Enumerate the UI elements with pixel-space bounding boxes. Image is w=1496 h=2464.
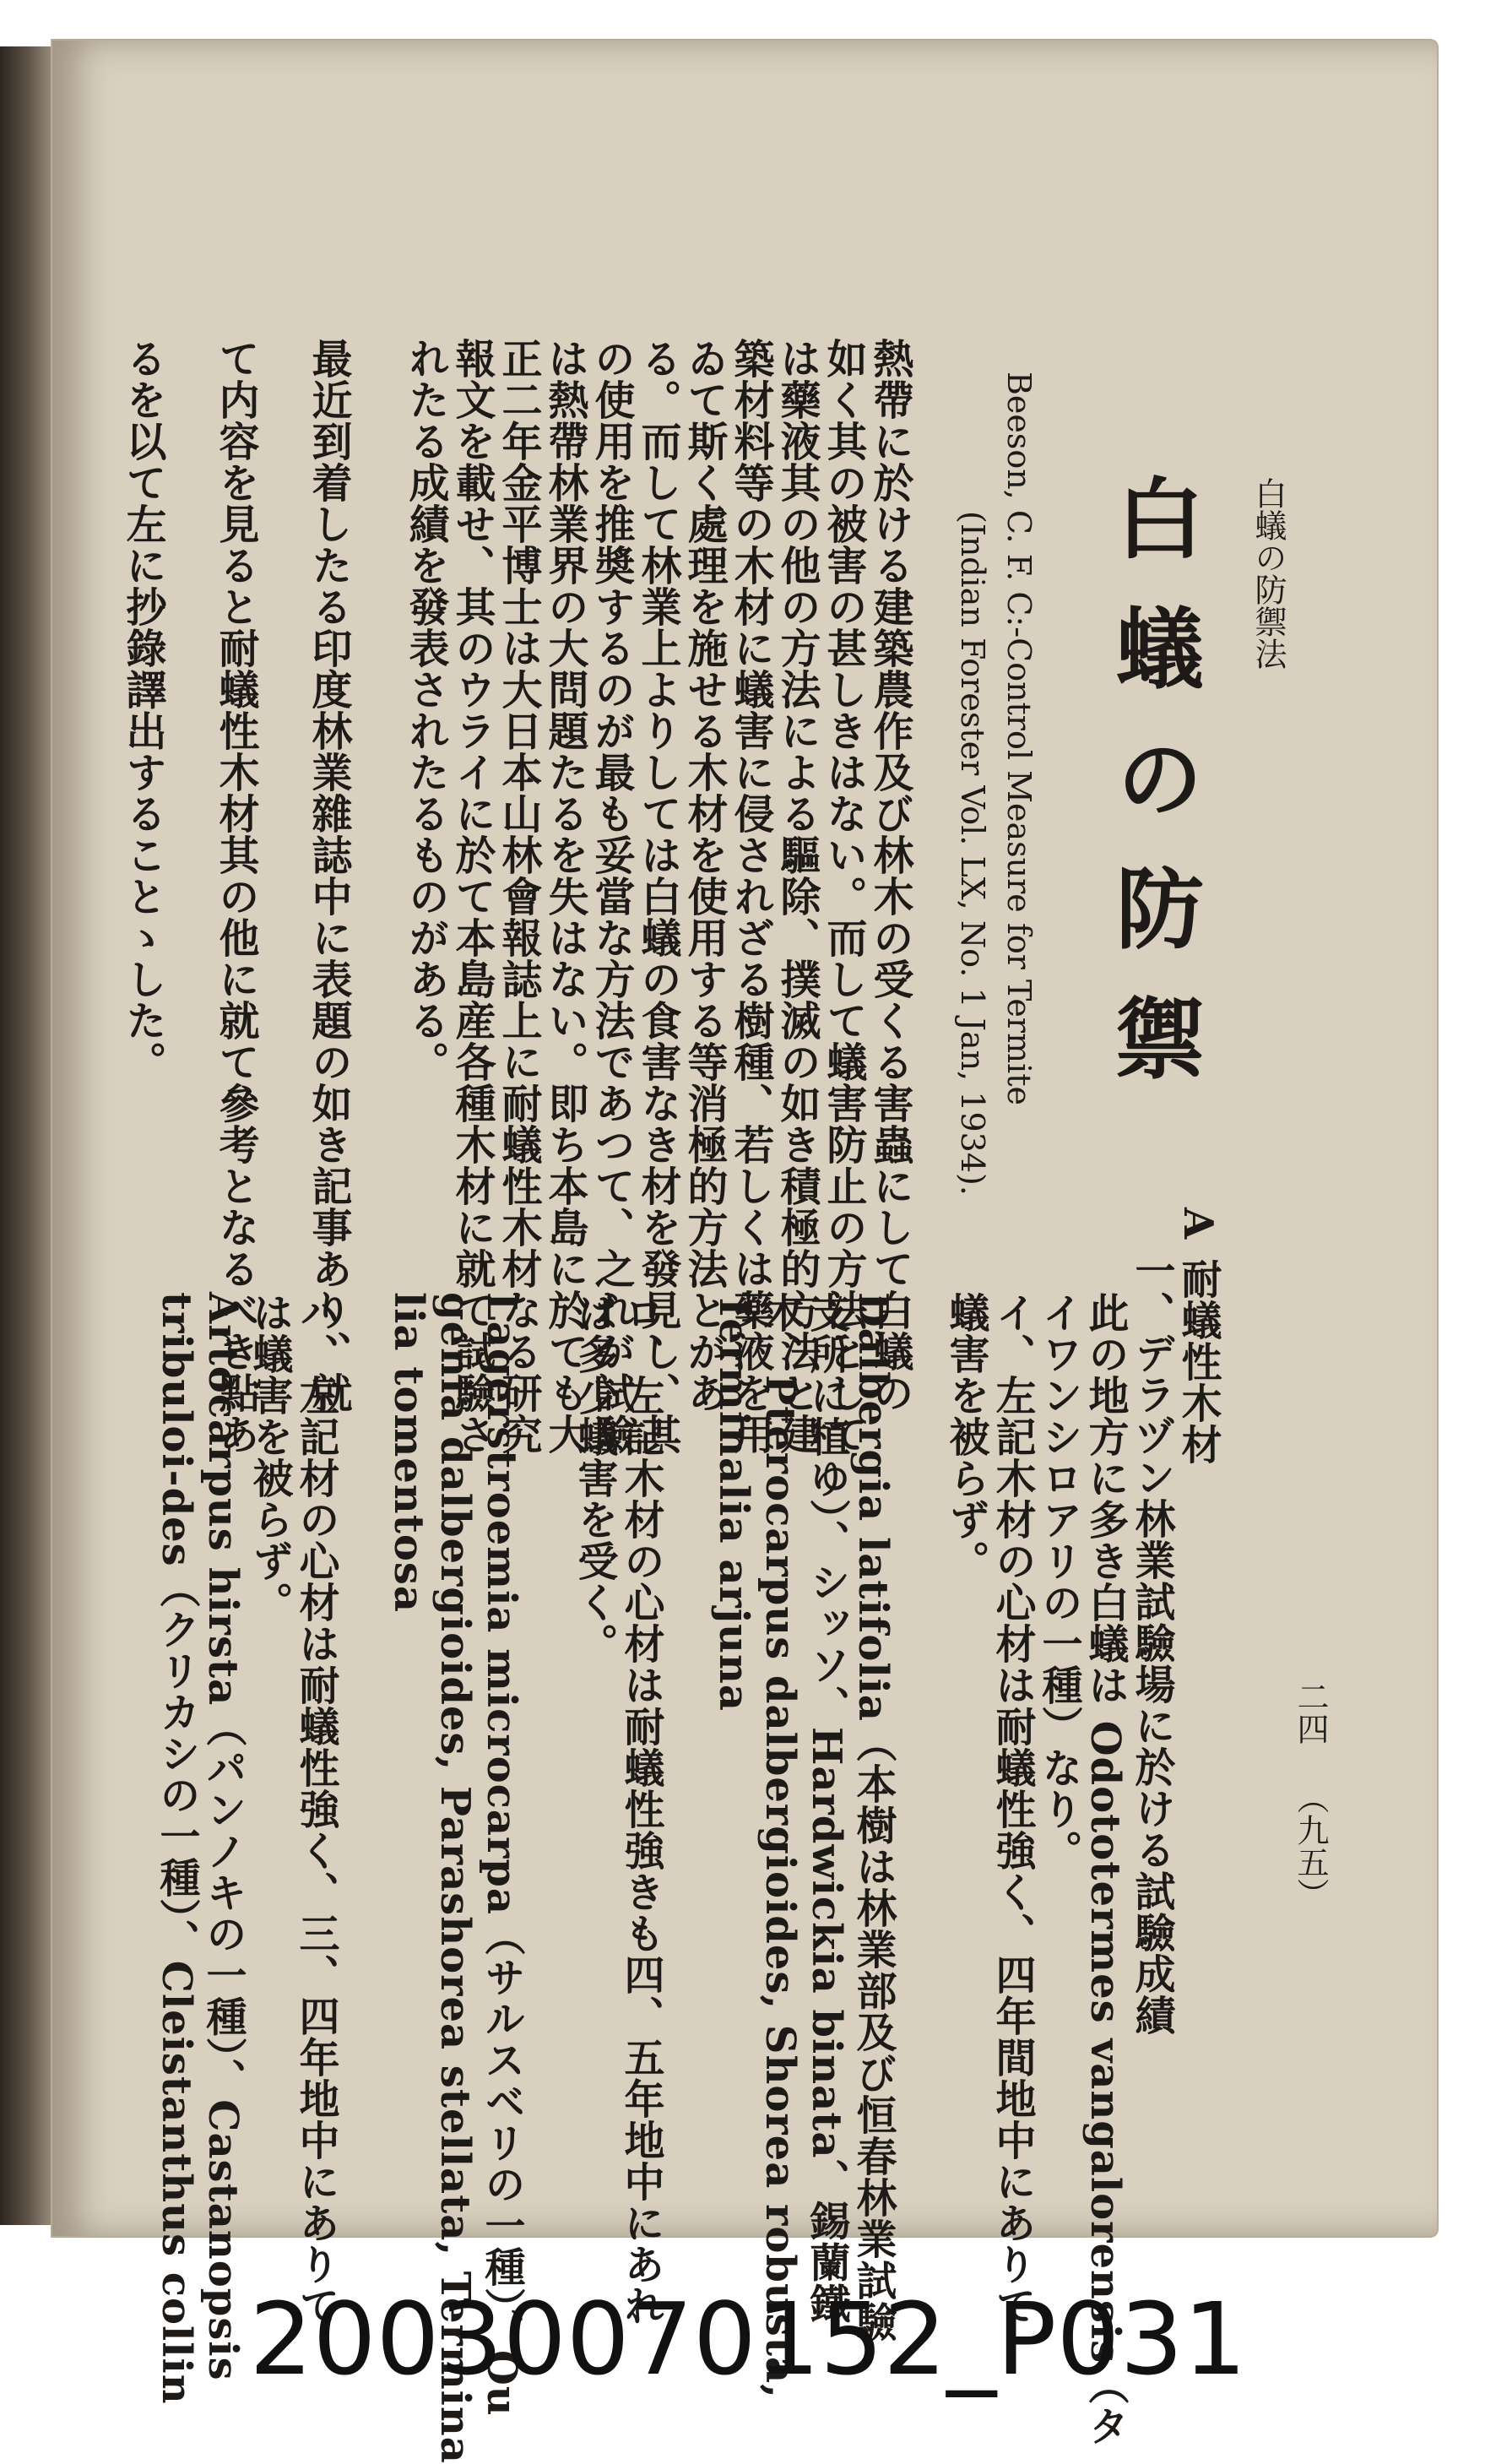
citation-line-2: (Indian Forester Vol. LX, No. 1 Jan, 1934).	[954, 511, 991, 1196]
intro-column: ゐて斯く處理を施せる木材を使用する等消極的方法とがあ	[680, 338, 728, 1414]
lower-column: イ、左記木材の心材は耐蟻性強く、四年間地中にありて	[989, 1292, 1036, 2326]
intro-column: る。而して林業上よりしては白蟻の食害なき材を發見し、其	[634, 338, 681, 1455]
lower-column: 蟻害を被らず。	[942, 1292, 989, 1582]
intro-column: 正二年金平博士は大日本山林會報誌上に耐蟻性木材なる研究	[495, 338, 542, 1455]
intro-column: の使用を推奬するのが最も妥當な方法であつて、之れが試驗	[588, 338, 635, 1455]
intro-column: は藥液其の他の方法による驅除、撲滅の如き積極的方法と建	[773, 338, 821, 1455]
lower-column: ロ、左記木材の心材は耐蟻性強きも四、五年地中にあれ	[617, 1292, 664, 2326]
intro-column: 報文を載せ、其のウライに於て本島産各種木材に就て試驗さ	[448, 338, 496, 1455]
lower-column: Dalbergia latifolia（本樹は林業部及び恒春林業試驗	[849, 1292, 897, 2342]
running-head: 白蟻の防禦法	[1249, 477, 1287, 670]
intro-column: れたる成績を發表されたるものがある。	[402, 338, 449, 1083]
lower-column: Lagerstroemia microcarpa（サルスベリの一種）、Ou	[478, 1292, 525, 2417]
lower-column: 支所に植ゆ）、シッソ、Hardwickia binata、錫蘭鐵	[803, 1292, 850, 2325]
intro-column: 築材料等の木材に蟻害に侵されざる樹種、若しくは藥液を用	[727, 338, 774, 1455]
lower-column: イワンシロアリの一種）なり。	[1035, 1292, 1082, 1871]
intro-column: 如く其の被害の甚しきはない。而して蟻害防止の方法として	[820, 338, 867, 1455]
lower-column: Artocarpus hirsta（パンノキの一種）、Castanopsis	[199, 1292, 247, 2381]
lower-column: ハ、左記材の心材は耐蟻性強く、三、四年地中にありて	[292, 1292, 339, 2326]
lower-column: 一、デラヅン林業試驗場に於ける試驗成績	[1128, 1250, 1175, 2036]
lower-column: genia dalbergioides, Parashorea stellata, Termina	[431, 1292, 479, 2464]
intro-column: 熱帶に於ける建築農作及び林木の受くる害蟲にして白蟻の	[866, 338, 913, 1414]
lower-column: tribuloi-des（クリカシの一種）、Cleistanthus collin	[153, 1292, 200, 2405]
page-number-alt: （九五）	[1292, 1782, 1329, 1910]
section-label: A	[1174, 1208, 1222, 1240]
lower-column: Terminalia arjuna	[710, 1292, 757, 1712]
catalog-id: 20030070152_P031	[249, 2281, 1247, 2397]
intro-column: るを以て左に抄錄譯出することゝした。	[119, 338, 166, 1083]
lower-column: lia tomentosa	[385, 1292, 432, 1614]
intro-column: は熱帶林業界の大問題たるを失はない。即ち本島に於ても大	[541, 338, 588, 1455]
citation-line-1: Beeson, C. F. C:-Control Measure for Termite	[1000, 372, 1038, 1106]
section-title: 耐蟻性木材	[1174, 1258, 1222, 1465]
lower-column: 木、Pterocarpus dalbergioides, Shorea robusta,	[756, 1292, 804, 2399]
lower-column: は蟻害を被らず。	[246, 1292, 293, 1623]
book-spine-shadow	[0, 46, 59, 2225]
page-number: 二四	[1292, 1680, 1329, 1745]
lower-column: ば多少蟻害を受く。	[571, 1292, 618, 1664]
intro-column: 最近到着したる印度林業雜誌中に表題の如き記事あり、就	[305, 338, 352, 1414]
intro-column: て内容を見ると耐蟻性木材其の他に就て參考となるべき點あ	[212, 338, 259, 1455]
article-title: 白蟻の防禦	[1101, 473, 1205, 1123]
lower-column: 此の地方に多き白蟻は Odototermes vangalorensis（タ	[1081, 1292, 1129, 2447]
